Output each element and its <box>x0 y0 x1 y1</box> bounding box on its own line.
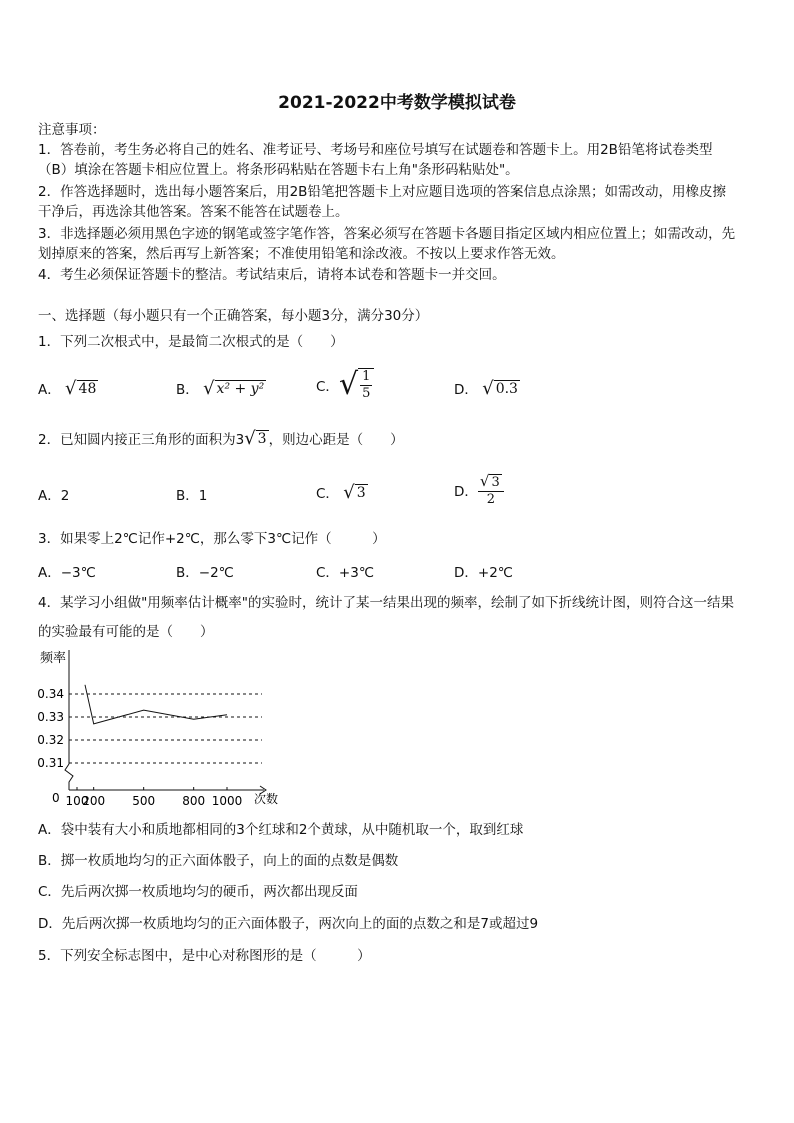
q4-option-b: B．掷一枚质地均匀的正六面体骰子，向上的面的点数是偶数 <box>38 853 399 869</box>
q4-option-c: C．先后两次掷一枚质地均匀的硬币，两次都出现反面 <box>38 884 358 900</box>
x-tick-label: 1000 <box>211 794 243 808</box>
frequency-line-chart <box>30 646 300 812</box>
notice-line: （B）填涂在答题卡相应位置上。将条形码粘贴在答题卡右上角"条形码粘贴处"。 <box>38 162 519 178</box>
notice-line: 划掉原来的答案，然后再写上新答案；不准使用铅笔和涂改液。不按以上要求作答无效。 <box>38 246 565 262</box>
x-axis-label: 次数 <box>254 792 279 806</box>
option-label: C． <box>316 486 339 502</box>
denominator: 2 <box>486 492 495 507</box>
notice-line: 干净后，再选涂其他答案。答案不能答在试题卷上。 <box>38 204 349 220</box>
q4-option-d: D．先后两次掷一枚质地均匀的正六面体骰子，两次向上的面的点数之和是7或超过9 <box>38 916 539 932</box>
notice-line: 1．答卷前，考生务必将自己的姓名、准考证号、考场号和座位号填写在试题卷和答题卡上。用2B铅笔将试卷类型 <box>38 142 713 158</box>
radicand: 48 <box>78 381 97 397</box>
q2-option-a: A．2 <box>38 488 70 504</box>
q1-option-c <box>316 368 374 402</box>
q2-option-b: B．1 <box>176 488 208 504</box>
radical-sign: √ <box>479 472 490 490</box>
sqrt-expression <box>203 380 266 398</box>
q1-option-a <box>38 378 98 398</box>
y-tick-label: 0.33 <box>37 710 64 724</box>
denominator: 5 <box>362 386 371 401</box>
y-tick-label: 0.31 <box>37 756 64 770</box>
sqrt-expression <box>480 472 502 490</box>
page-title: 2021-2022中考数学模拟试卷 <box>278 93 516 113</box>
question-3-stem: 3．如果零上2℃记作+2℃，那么零下3℃记作（ ） <box>38 531 386 547</box>
q2-option-d <box>454 472 504 508</box>
radicand: 3 <box>356 485 366 501</box>
frequency-line <box>85 685 227 724</box>
x-tick-label: 800 <box>182 794 206 808</box>
y-tick-label: 0.32 <box>37 733 64 747</box>
fraction <box>358 368 374 402</box>
notice-line: 2．作答选择题时，选出每小题答案后，用2B铅笔把答题卡上对应题目选项的答案信息点涂黑；如需改动，用橡皮擦 <box>38 184 726 200</box>
stem-text: 2．已知圆内接正三角形的面积为3 <box>38 432 245 448</box>
numerator: 1 <box>362 369 371 384</box>
q1-option-b <box>176 378 266 398</box>
q3-option-b: B．−2℃ <box>176 565 234 581</box>
numerator <box>478 472 504 492</box>
sqrt-expression <box>65 380 98 398</box>
option-label: D． <box>454 382 478 398</box>
radical-sign: √ <box>482 378 494 399</box>
radicand: 3 <box>491 475 500 490</box>
stem-text: ，则边心距是（ ） <box>268 432 404 448</box>
question-5-stem: 5．下列安全标志图中，是中心对称图形的是（ ） <box>38 948 371 964</box>
x-tick-label: 500 <box>132 794 156 808</box>
radicand: 0.3 <box>495 381 518 397</box>
x-tick-label: 200 <box>82 794 106 808</box>
sqrt-expression <box>339 368 374 402</box>
question-1-stem: 1．下列二次根式中，是最简二次根式的是（ ） <box>38 334 344 350</box>
q1-option-d <box>454 378 520 398</box>
radical-sign: √ <box>65 378 77 399</box>
q3-option-d: D．+2℃ <box>454 565 513 581</box>
y-tick-label: 0.34 <box>37 687 64 701</box>
y-axis-label: 频率 <box>40 651 67 666</box>
question-2-stem <box>38 430 404 450</box>
q3-option-a: A．−3℃ <box>38 565 96 581</box>
q2-option-c <box>316 482 368 502</box>
y-axis-break <box>65 764 73 790</box>
option-label: C． <box>316 379 339 395</box>
question-4-stem-cont: 的实验最有可能的是（ ） <box>38 624 214 640</box>
section-heading: 一、选择题（每小题只有一个正确答案，每小题3分，满分30分） <box>38 308 429 324</box>
radicand: 3 <box>257 431 267 447</box>
notice-heading: 注意事项： <box>38 122 106 138</box>
q4-option-a: A．袋中装有大小和质地都相同的3个红球和2个黄球，从中随机取一个，取到红球 <box>38 822 524 838</box>
sqrt-expression <box>482 380 520 398</box>
radical-sign: √ <box>343 482 355 503</box>
fraction <box>478 472 504 508</box>
x-tick-label: 100 <box>65 794 89 808</box>
radical-sign: √ <box>338 367 359 402</box>
option-label: B． <box>176 382 199 398</box>
sqrt-expression <box>343 484 367 502</box>
radical-sign: √ <box>244 428 256 449</box>
radicand: x² + y² <box>216 381 265 397</box>
question-4-stem: 4．某学习小组做"用频率估计概率"的实验时，统计了某一结果出现的频率，绘制了如下折线统计图，则符合这一结果 <box>38 595 735 611</box>
option-label: D． <box>454 484 478 500</box>
q3-option-c: C．+3℃ <box>316 565 374 581</box>
notice-line: 4．考生必须保证答题卡的整洁。考试结束后，请将本试卷和答题卡一并交回。 <box>38 267 506 283</box>
origin-label: 0 <box>52 791 60 805</box>
notice-line: 3．非选择题必须用黑色字迹的钢笔或签字笔作答，答案必须写在答题卡各题目指定区域内相应位置上；如需改动，先 <box>38 226 736 242</box>
sqrt-expression <box>244 430 268 448</box>
option-label: A． <box>38 382 61 398</box>
radical-sign: √ <box>203 378 215 399</box>
